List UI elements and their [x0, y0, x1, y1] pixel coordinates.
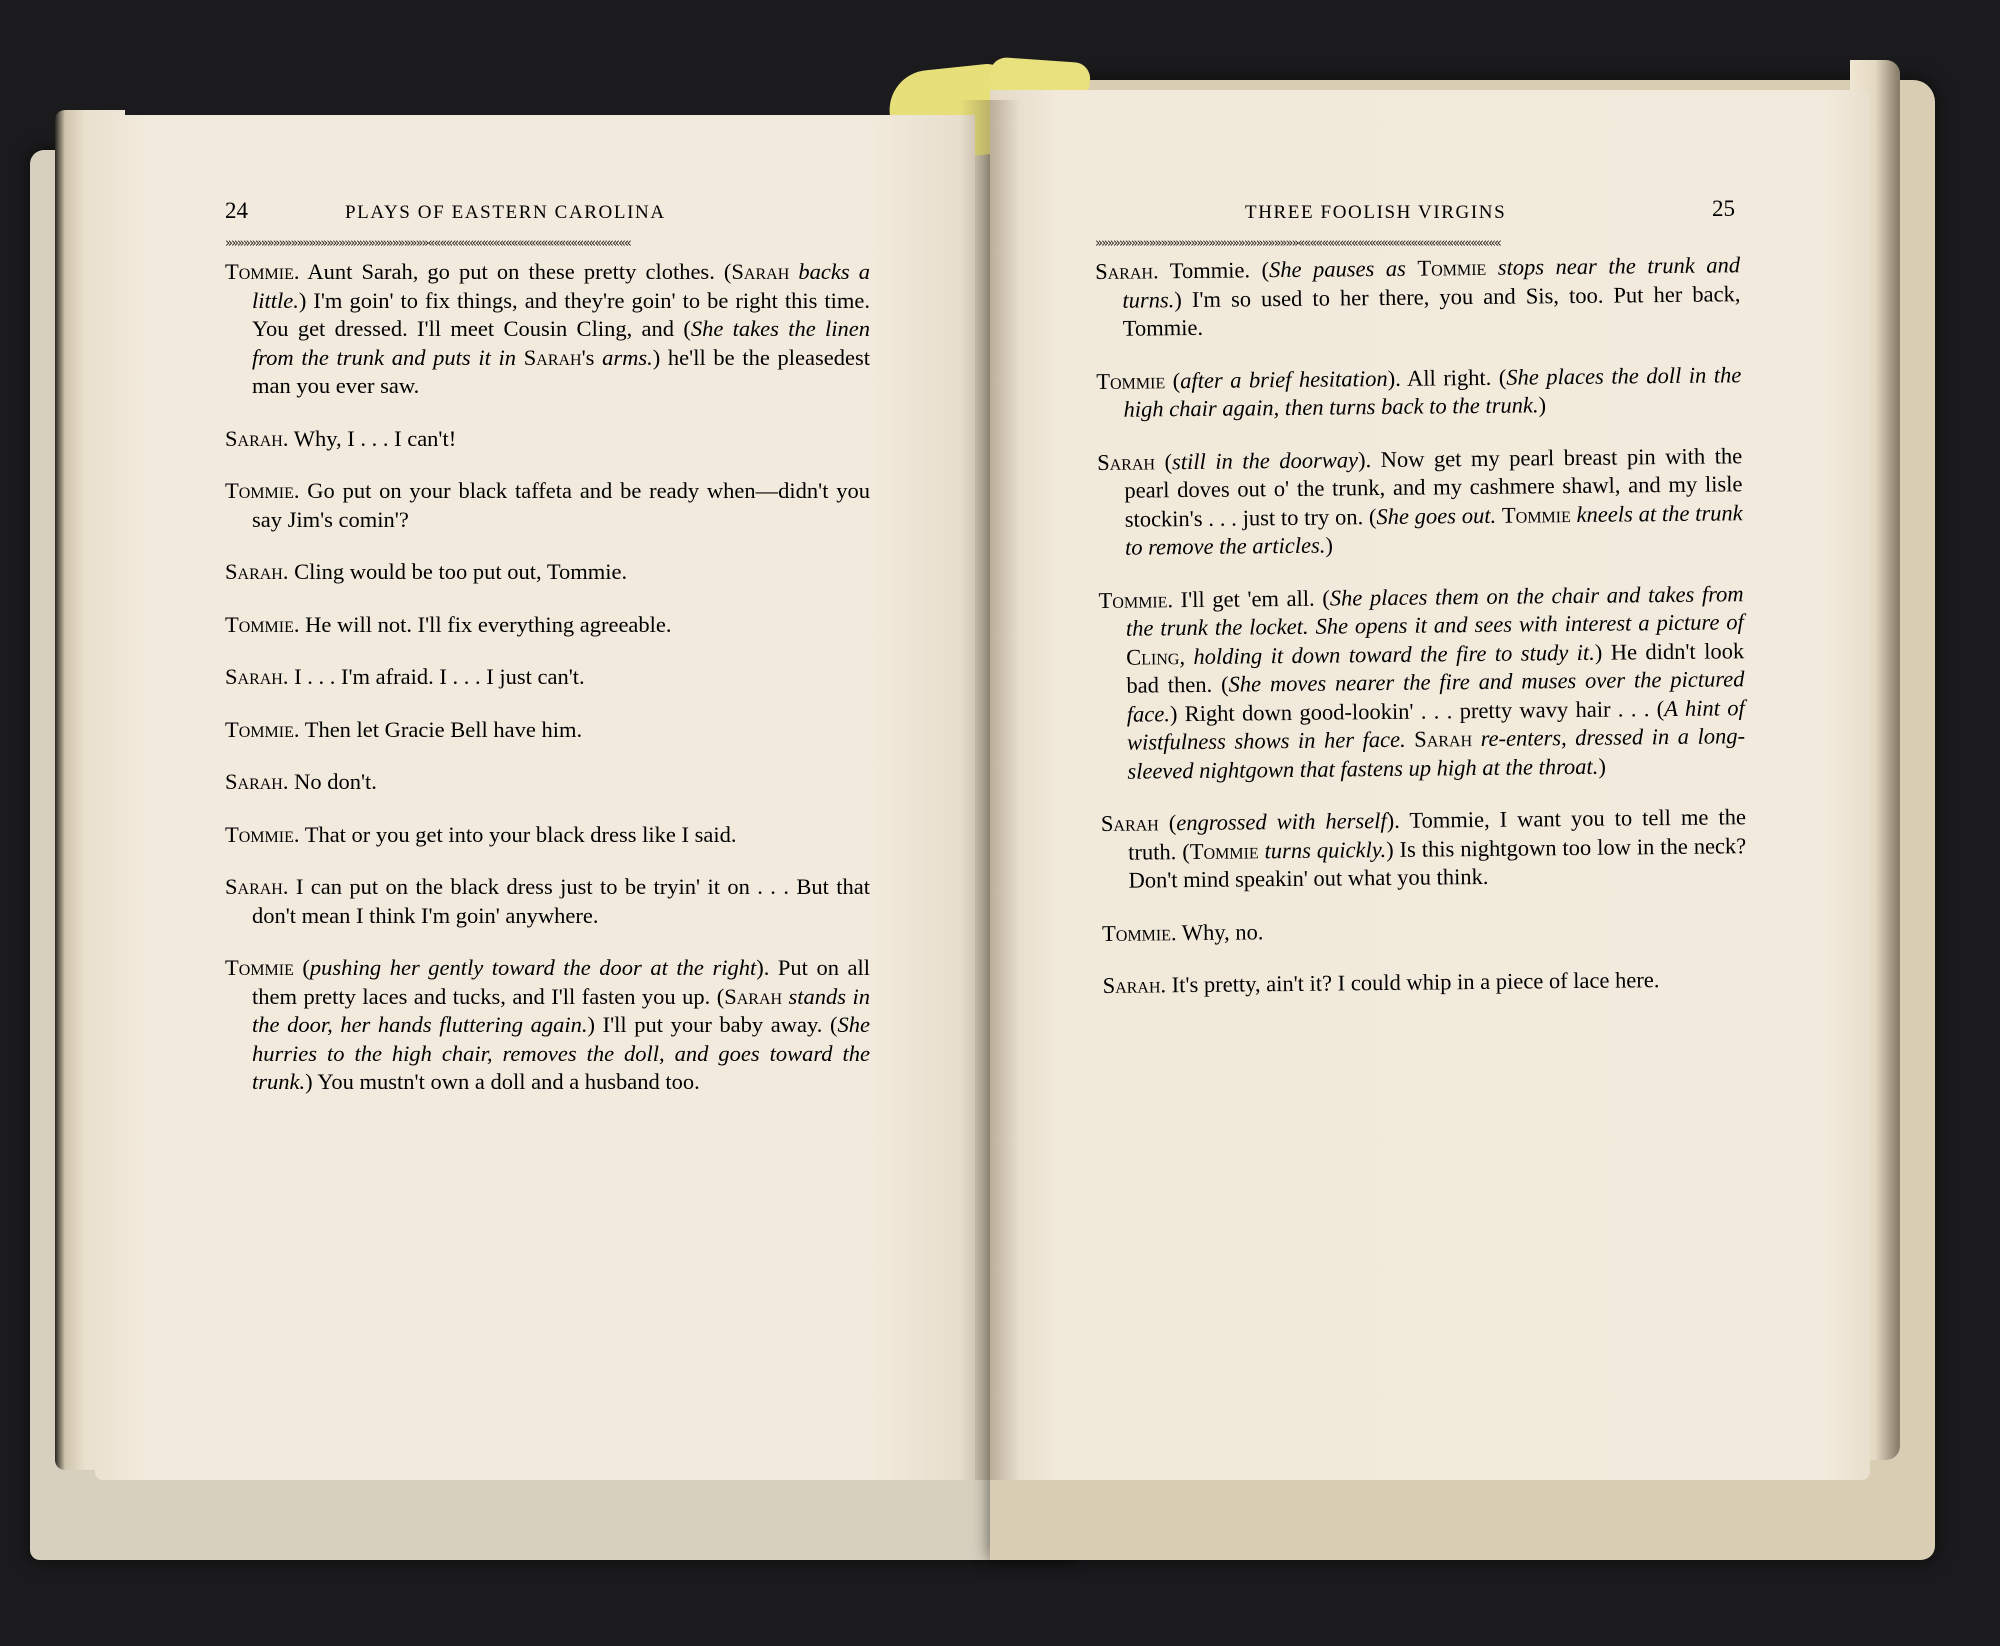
- character-name: Sarah: [1414, 726, 1473, 752]
- dialogue-text: ) He didn't look bad then. (: [1126, 637, 1745, 698]
- left-page-text: [225, 258, 870, 1121]
- dialogue-text: ) I'm so used to her there, you and Sis, too. Put her back, Tommie.: [1122, 280, 1741, 341]
- speaker-name: Sarah: [1095, 258, 1154, 284]
- right-running-head: [1095, 196, 1735, 230]
- speech-paragraph: [225, 611, 870, 640]
- character-name: Tommie: [1501, 501, 1571, 528]
- stage-direction: She pauses as: [1268, 255, 1418, 283]
- dialogue-text: ) I'm goin' to fix things, and they're goin' to be right this time. You get dressed. I'll meet Cousin Cling, and (: [252, 287, 870, 341]
- dialogue-text: ): [1538, 392, 1547, 418]
- character-name: Sarah: [724, 983, 783, 1009]
- speaker-name: Tommie: [225, 821, 294, 847]
- stage-direction: turns quickly.: [1258, 836, 1387, 863]
- stage-direction: pushing her gently toward the door at the right: [309, 955, 757, 980]
- dialogue-text: . It's pretty, ain't it? I could whip in a piece of lace here.: [1160, 967, 1660, 998]
- dialogue-text: ). Tommie, I want you to tell me the truth. (: [1128, 804, 1747, 865]
- dialogue-text: . That or you get into your black dress like I said.: [293, 821, 737, 847]
- speaker-name: Tommie: [1101, 919, 1172, 946]
- stage-direction: She hurries to the high chair, removes the doll, and goes toward the trunk.: [252, 1012, 870, 1094]
- stage-direction: arms.: [594, 344, 653, 370]
- dialogue-text: ). All right. (: [1387, 364, 1507, 391]
- dialogue-text: . No don't.: [282, 769, 377, 794]
- dialogue-text: ) You mustn't own a doll and a husband too.: [305, 1069, 700, 1094]
- speech-paragraph: [225, 663, 870, 692]
- dialogue-text: (: [1158, 810, 1177, 836]
- dialogue-text: (: [1154, 448, 1173, 474]
- stage-direction: She moves nearer the fire and muses over the pictured face.: [1126, 666, 1745, 727]
- stage-direction: kneels at the trunk to remove the articles.: [1124, 499, 1743, 560]
- dialogue-text: ) I'll put your baby away. (: [587, 1012, 838, 1037]
- speaker-name: Tommie: [225, 716, 294, 742]
- speech-paragraph: [1095, 251, 1741, 343]
- speech-paragraph: [1096, 361, 1742, 425]
- speaker-name: Sarah: [1100, 810, 1159, 836]
- stage-direction: She goes out.: [1376, 502, 1503, 529]
- dialogue-text: . I . . . I'm afraid. I . . . I just can't.: [282, 664, 585, 689]
- stage-direction: A hint of wistfulness shows in her face.: [1126, 694, 1745, 755]
- dialogue-text: ) he'll be the pleasedest man you ever saw.: [252, 344, 870, 398]
- stage-direction: She places the doll in the high chair again, then turns back to the trunk.: [1123, 361, 1742, 422]
- left-running-head: [225, 200, 865, 230]
- dialogue-text: . Cling would be too put out, Tommie.: [282, 559, 628, 584]
- stage-direction: stands in the door, her hands fluttering again.: [252, 983, 871, 1037]
- left-page-number: 24: [225, 198, 248, 223]
- dialogue-text: ). Put on all them pretty laces and tucks, and I'll fasten you up. (: [252, 955, 870, 1009]
- right-page-text: [1095, 251, 1748, 1024]
- speaker-name: Sarah: [225, 425, 283, 451]
- speech-paragraph: [225, 258, 870, 401]
- speaker-name: Tommie: [225, 955, 294, 980]
- dialogue-text: . Tommie. (: [1152, 257, 1270, 284]
- right-page-number: 25: [1712, 196, 1735, 221]
- dialogue-text: ) Is this nightgown too low in the neck? Don't mind speakin' out what you think.: [1128, 832, 1747, 893]
- book-gutter: [960, 100, 1020, 1480]
- dialogue-text: . Why, no.: [1170, 918, 1264, 945]
- dialogue-text: ): [1325, 532, 1334, 558]
- character-name: Tommie: [1417, 254, 1487, 281]
- speaker-name: Sarah: [1097, 448, 1156, 475]
- speech-paragraph: [225, 477, 870, 534]
- character-name: Sarah: [731, 259, 790, 284]
- dialogue-text: . Aunt Sarah, go put on these pretty clothes. (: [293, 259, 732, 284]
- speech-paragraph: [225, 558, 870, 587]
- speaker-name: Sarah: [1102, 972, 1161, 998]
- dialogue-text: ): [1598, 753, 1606, 779]
- speech-paragraph: [225, 873, 870, 930]
- dialogue-text: . Then let Gracie Bell have him.: [293, 716, 583, 742]
- dialogue-text: ) Right down good-lookin' . . . pretty wavy hair . . . (: [1169, 695, 1665, 726]
- speech-paragraph: [225, 768, 870, 797]
- right-running-title: THREE FOOLISH VIRGINS: [1245, 202, 1507, 223]
- dialogue-text: . I'll get 'em all. (: [1167, 585, 1330, 612]
- character-name: Tommie: [1189, 837, 1259, 864]
- speech-paragraph: [225, 821, 870, 850]
- dialogue-text: . Why, I . . . I can't!: [282, 425, 457, 451]
- stage-direction: re-enters, dressed in a long-sleeved nightgown that fastens up high at the throat.: [1127, 723, 1746, 784]
- speaker-name: Sarah: [225, 559, 283, 584]
- speaker-name: Tommie: [225, 259, 294, 284]
- speaker-name: Tommie: [1096, 367, 1166, 394]
- speech-paragraph: [1102, 913, 1747, 948]
- dialogue-text: ). Now get my pearl breast pin with the pearl doves out o' the trunk, and my cashmere shawl, and my lisle stockin's . . . just to try on. (: [1124, 442, 1743, 532]
- stage-direction: stops near the trunk and turns.: [1122, 252, 1741, 313]
- stage-direction: backs a little.: [252, 259, 870, 313]
- speaker-name: Tommie: [225, 611, 294, 637]
- dialogue-text: . He will not. I'll fix everything agreeable.: [293, 611, 672, 637]
- character-name: Sarah: [523, 344, 582, 370]
- stage-direction: engrossed with herself: [1176, 807, 1387, 836]
- speaker-name: Sarah: [225, 664, 283, 689]
- right-ornament-rule: »»»»»»»»»»»»»»»»»»»»»»»»»»»»»»»»»»««««««««««««««««««««««««««««««««««: [1095, 236, 1500, 250]
- speech-paragraph: [1101, 803, 1747, 895]
- dialogue-text: . I can put on the black dress just to be tryin' it on . . . But that don't mean I think I'm goin' anywhere.: [252, 874, 870, 928]
- speech-paragraph: [225, 954, 870, 1097]
- speech-paragraph: [1102, 965, 1747, 1000]
- left-ornament-rule: »»»»»»»»»»»»»»»»»»»»»»»»»»»»»»»»»»««««««««««««««««««««««««««««««««««: [225, 236, 630, 250]
- speaker-name: Sarah: [225, 874, 283, 899]
- dialogue-text: (: [1165, 367, 1181, 393]
- speaker-name: Tommie: [225, 478, 294, 503]
- stage-direction: after a brief hesitation: [1180, 365, 1388, 393]
- stage-direction: She takes the linen from the trunk and puts it in: [252, 316, 870, 370]
- dialogue-text: . Go put on your black taffeta and be ready when—didn't you say Jim's comin'?: [252, 478, 870, 532]
- stage-direction: still in the doorway: [1171, 446, 1359, 474]
- speech-paragraph: [225, 425, 870, 454]
- speech-paragraph: [1098, 580, 1745, 786]
- speaker-name: Sarah: [225, 769, 283, 794]
- left-running-title: PLAYS OF EASTERN CAROLINA: [345, 202, 666, 223]
- speech-paragraph: [1097, 442, 1743, 563]
- character-name: Cling: [1126, 643, 1180, 670]
- dialogue-text: 's: [581, 344, 595, 370]
- stage-direction: , holding it down toward the fire to study it.: [1179, 639, 1595, 669]
- speaker-name: Tommie: [1098, 586, 1168, 613]
- stage-direction: She places them on the chair and takes from the trunk the locket. She opens it and sees with interest a picture of: [1125, 580, 1744, 641]
- speech-paragraph: [225, 716, 870, 745]
- dialogue-text: (: [293, 955, 310, 980]
